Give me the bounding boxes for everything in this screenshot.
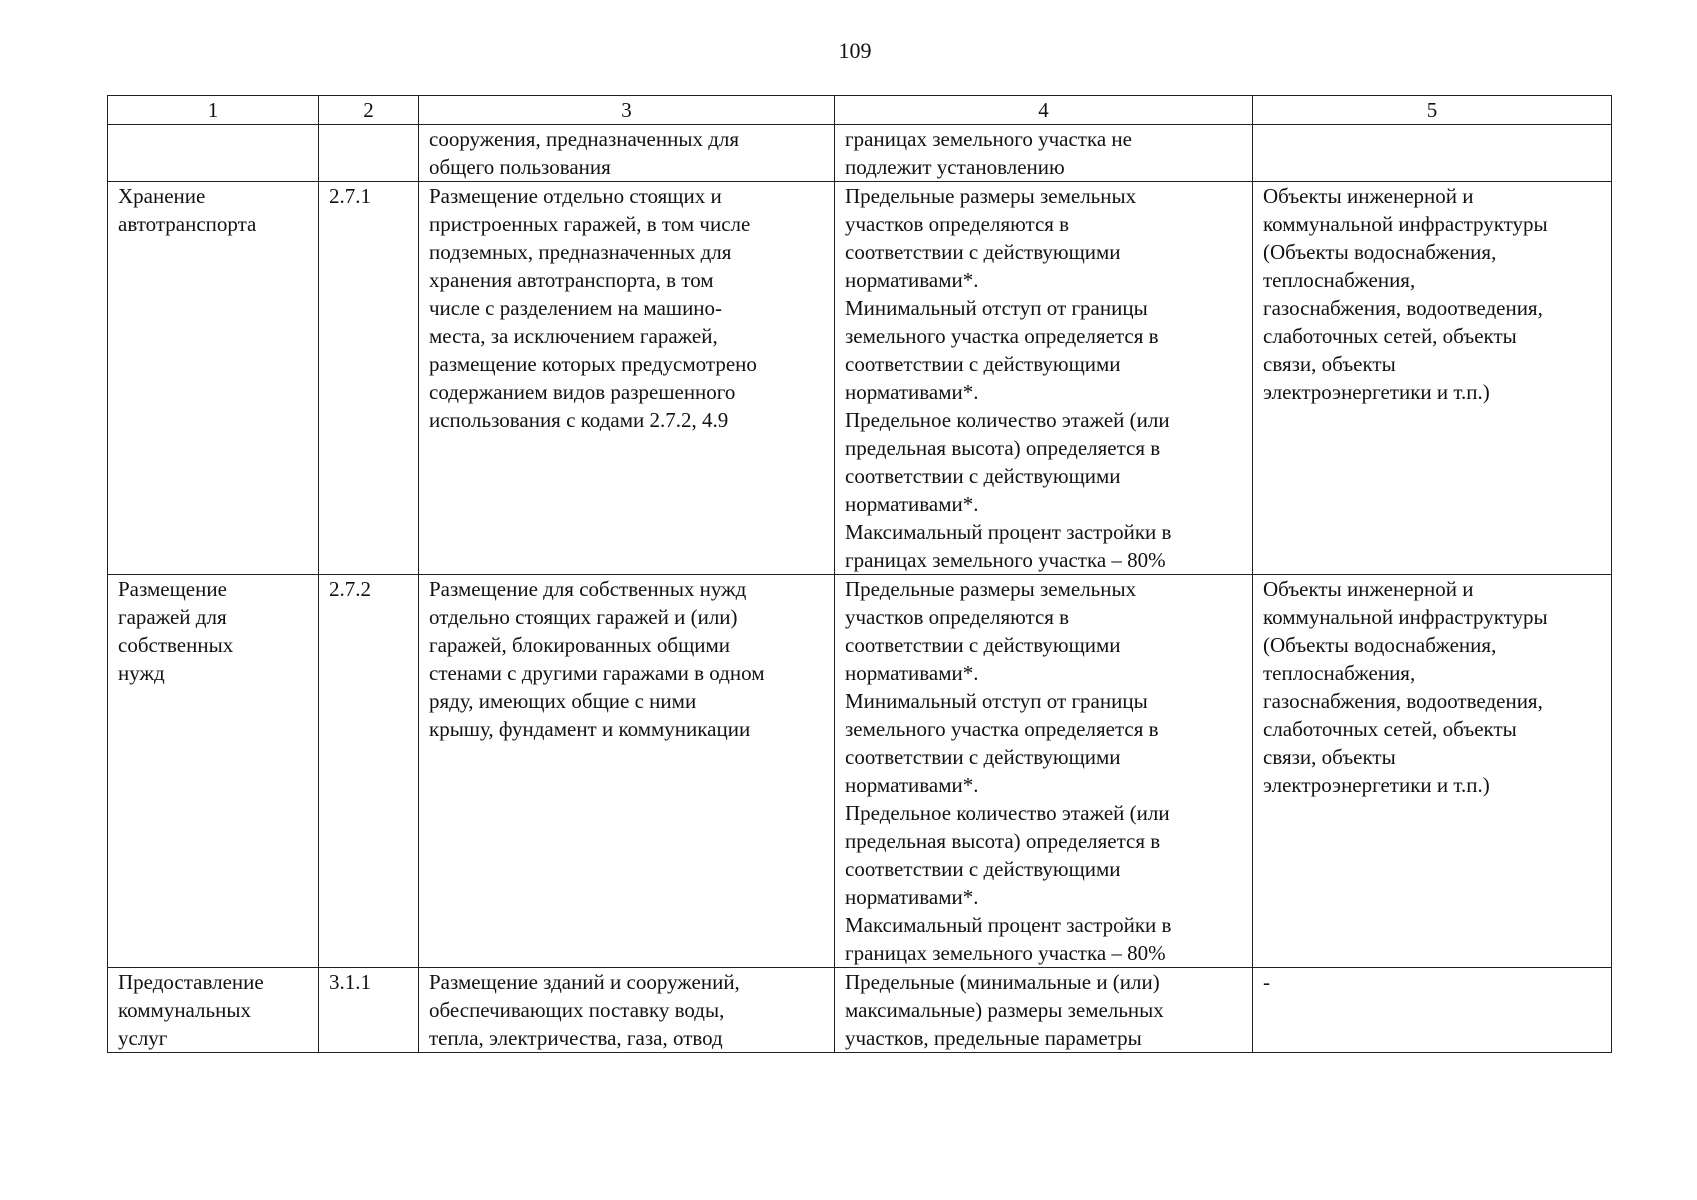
cell-use-code: 3.1.1: [319, 968, 419, 1053]
cell-auxiliary-uses: Объекты инженерной и коммунальной инфраструктуры (Объекты водоснабжения, теплоснабжения, газоснабжения, водоотведения, слаботочных сетей, объекты связи, объекты электроэнергетики и т.п.): [1253, 182, 1612, 575]
table-row: [108, 125, 1612, 182]
cell-auxiliary-uses: -: [1253, 968, 1612, 1053]
cell-use-name: Хранение автотранспорта: [108, 182, 319, 575]
header-col-1: 1: [108, 96, 319, 125]
cell-use-code: [319, 125, 419, 182]
cell-use-description: Размещение зданий и сооружений, обеспечивающих поставку воды, тепла, электричества, газа, отвод: [419, 968, 835, 1053]
header-col-3: 3: [419, 96, 835, 125]
cell-parameters: Предельные (минимальные и (или) максимальные) размеры земельных участков, предельные параметры: [835, 968, 1253, 1053]
cell-use-description: Размещение для собственных нужд отдельно стоящих гаражей и (или) гаражей, блокированных общими стенами с другими гаражами в одном ряду, имеющих общие с ними крышу, фундамент и коммуникации: [419, 575, 835, 968]
cell-use-code: 2.7.1: [319, 182, 419, 575]
header-col-4: 4: [835, 96, 1253, 125]
cell-use-name: Предоставление коммунальных услуг: [108, 968, 319, 1053]
table-row: [108, 182, 1612, 575]
cell-use-description: сооружения, предназначенных для общего пользования: [419, 125, 835, 182]
cell-parameters: Предельные размеры земельных участков определяются в соответствии с действующими нормативами*. Минимальный отступ от границы земельного участка определяется в соответствии с действующими нормативами*. Предельное количество этажей (или предельная высота) определяется в соответствии с действующими нормативами*. Максимальный процент застройки в границах земельного участка – 80%: [835, 575, 1253, 968]
cell-parameters: границах земельного участка не подлежит установлению: [835, 125, 1253, 182]
cell-use-code: 2.7.2: [319, 575, 419, 968]
table-row: [108, 968, 1612, 1053]
header-row: [108, 96, 1612, 125]
header-col-2: 2: [319, 96, 419, 125]
header-col-5: 5: [1253, 96, 1612, 125]
cell-use-name: Размещение гаражей для собственных нужд: [108, 575, 319, 968]
page-number: 109: [838, 38, 872, 63]
cell-use-description: Размещение отдельно стоящих и пристроенных гаражей, в том числе подземных, предназначенных для хранения автотранспорта, в том числе с разделением на машино- места, за исключением гаражей, размещение которых предусмотрено содержанием видов разрешенного использования с кодами 2.7.2, 4.9: [419, 182, 835, 575]
zoning-table: [107, 95, 1612, 1053]
cell-auxiliary-uses: Объекты инженерной и коммунальной инфраструктуры (Объекты водоснабжения, теплоснабжения, газоснабжения, водоотведения, слаботочных сетей, объекты связи, объекты электроэнергетики и т.п.): [1253, 575, 1612, 968]
cell-auxiliary-uses: [1253, 125, 1612, 182]
cell-use-name: [108, 125, 319, 182]
table-row: [108, 575, 1612, 968]
cell-parameters: Предельные размеры земельных участков определяются в соответствии с действующими нормативами*. Минимальный отступ от границы земельного участка определяется в соответствии с действующими нормативами*. Предельное количество этажей (или предельная высота) определяется в соответствии с действующими нормативами*. Максимальный процент застройки в границах земельного участка – 80%: [835, 182, 1253, 575]
